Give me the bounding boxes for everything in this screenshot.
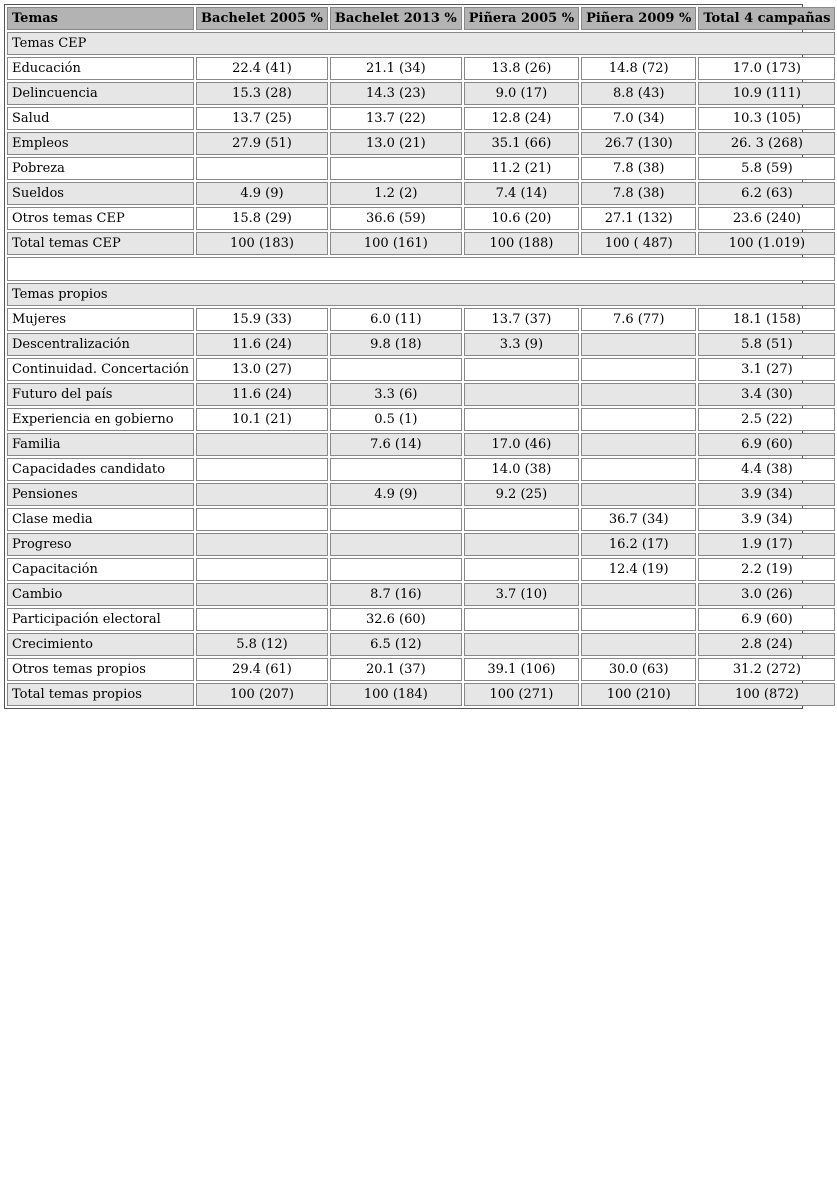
table-cell: 3.4 (30) [698, 383, 835, 406]
row-label: Futuro del país [7, 383, 194, 406]
table-row [7, 608, 835, 631]
row-label: Pobreza [7, 157, 194, 180]
table-cell: 8.7 (16) [330, 583, 462, 606]
section-row-temas-propios [7, 283, 835, 306]
table-cell: 3.3 (9) [464, 333, 579, 356]
table-row [7, 57, 835, 80]
table-cell: 100 (161) [330, 232, 462, 255]
table-cell: 1.9 (17) [698, 533, 835, 556]
table-cell: 22.4 (41) [196, 57, 328, 80]
table-cell: 35.1 (66) [464, 132, 579, 155]
row-label: Capacidades candidato [7, 458, 194, 481]
table-cell: 16.2 (17) [581, 533, 696, 556]
header-cell-temas: Temas [7, 7, 194, 30]
table-row [7, 308, 835, 331]
table-cell: 1.2 (2) [330, 182, 462, 205]
row-label: Otros temas propios [7, 658, 194, 681]
table-cell [196, 483, 328, 506]
table-row [7, 583, 835, 606]
table-cell: 3.1 (27) [698, 358, 835, 381]
table-cell: 12.8 (24) [464, 107, 579, 130]
table-cell: 100 (210) [581, 683, 696, 706]
table-row [7, 107, 835, 130]
table-cell [581, 433, 696, 456]
table-cell: 27.9 (51) [196, 132, 328, 155]
table-cell: 26.7 (130) [581, 132, 696, 155]
header-row [7, 7, 835, 30]
table-cell: 17.0 (46) [464, 433, 579, 456]
row-label: Salud [7, 107, 194, 130]
table-cell: 11.6 (24) [196, 333, 328, 356]
table-cell: 21.1 (34) [330, 57, 462, 80]
table-cell: 100 (872) [698, 683, 835, 706]
table-cell: 3.9 (34) [698, 508, 835, 531]
table-cell: 4.9 (9) [196, 182, 328, 205]
table-cell: 32.6 (60) [330, 608, 462, 631]
table-cell: 8.8 (43) [581, 82, 696, 105]
table-cell: 27.1 (132) [581, 207, 696, 230]
table-cell: 18.1 (158) [698, 308, 835, 331]
table-cell [581, 358, 696, 381]
table-row [7, 683, 835, 706]
row-label: Empleos [7, 132, 194, 155]
table-row [7, 483, 835, 506]
header-cell-bachelet-2005: Bachelet 2005 % [196, 7, 328, 30]
table-cell: 12.4 (19) [581, 558, 696, 581]
table-cell: 100 (1.019) [698, 232, 835, 255]
table-cell [464, 408, 579, 431]
spacer-cell [7, 257, 835, 281]
table-cell: 13.7 (22) [330, 107, 462, 130]
table-cell [330, 558, 462, 581]
section-title: Temas propios [7, 283, 835, 306]
table-cell: 100 (183) [196, 232, 328, 255]
campaign-topics-table [5, 5, 837, 708]
row-label: Otros temas CEP [7, 207, 194, 230]
table-cell [330, 358, 462, 381]
row-label: Capacitación [7, 558, 194, 581]
header-cell-pinera-2005: Piñera 2005 % [464, 7, 579, 30]
row-label: Delincuencia [7, 82, 194, 105]
table-cell [330, 157, 462, 180]
table-cell [581, 383, 696, 406]
table-cell: 23.6 (240) [698, 207, 835, 230]
row-label: Cambio [7, 583, 194, 606]
table-cell: 17.0 (173) [698, 57, 835, 80]
table-cell: 5.8 (59) [698, 157, 835, 180]
table-cell: 5.8 (51) [698, 333, 835, 356]
table-cell: 14.0 (38) [464, 458, 579, 481]
row-label: Progreso [7, 533, 194, 556]
table-cell: 100 (207) [196, 683, 328, 706]
data-table-frame [4, 4, 831, 709]
table-cell [196, 433, 328, 456]
table-cell: 15.8 (29) [196, 207, 328, 230]
table-cell: 10.1 (21) [196, 408, 328, 431]
table-cell: 10.9 (111) [698, 82, 835, 105]
table-cell: 7.8 (38) [581, 157, 696, 180]
table-cell: 7.8 (38) [581, 182, 696, 205]
table-row [7, 558, 835, 581]
table-cell: 11.6 (24) [196, 383, 328, 406]
table-cell: 10.6 (20) [464, 207, 579, 230]
table-row [7, 533, 835, 556]
table-cell [196, 508, 328, 531]
table-cell: 2.8 (24) [698, 633, 835, 656]
section-title: Temas CEP [7, 32, 835, 55]
table-row [7, 408, 835, 431]
table-row [7, 458, 835, 481]
table-cell [196, 533, 328, 556]
table-cell: 100 (188) [464, 232, 579, 255]
table-cell [196, 157, 328, 180]
table-cell: 15.3 (28) [196, 82, 328, 105]
table-cell: 20.1 (37) [330, 658, 462, 681]
table-cell [330, 533, 462, 556]
table-row [7, 232, 835, 255]
table-cell [581, 458, 696, 481]
table-cell: 36.6 (59) [330, 207, 462, 230]
table-cell [581, 408, 696, 431]
table-cell: 6.9 (60) [698, 608, 835, 631]
table-cell: 0.5 (1) [330, 408, 462, 431]
row-label: Educación [7, 57, 194, 80]
table-cell [330, 508, 462, 531]
table-row [7, 182, 835, 205]
table-cell: 11.2 (21) [464, 157, 579, 180]
row-label: Pensiones [7, 483, 194, 506]
table-cell [464, 358, 579, 381]
table-cell: 13.7 (37) [464, 308, 579, 331]
table-cell: 14.3 (23) [330, 82, 462, 105]
table-cell: 26. 3 (268) [698, 132, 835, 155]
table-cell: 30.0 (63) [581, 658, 696, 681]
table-cell [196, 458, 328, 481]
table-cell [581, 633, 696, 656]
table-cell: 4.4 (38) [698, 458, 835, 481]
table-cell [581, 608, 696, 631]
table-row [7, 508, 835, 531]
table-cell [330, 458, 462, 481]
table-row [7, 633, 835, 656]
table-cell: 13.0 (27) [196, 358, 328, 381]
header-cell-pinera-2009: Piñera 2009 % [581, 7, 696, 30]
table-cell: 5.8 (12) [196, 633, 328, 656]
table-cell [464, 508, 579, 531]
table-row [7, 433, 835, 456]
row-label: Mujeres [7, 308, 194, 331]
row-label: Participación electoral [7, 608, 194, 631]
table-row [7, 333, 835, 356]
table-row [7, 207, 835, 230]
table-cell: 7.6 (77) [581, 308, 696, 331]
table-cell: 36.7 (34) [581, 508, 696, 531]
table-cell [464, 383, 579, 406]
row-label: Total temas CEP [7, 232, 194, 255]
table-row [7, 157, 835, 180]
table-cell [196, 583, 328, 606]
table-cell: 9.8 (18) [330, 333, 462, 356]
table-cell: 6.9 (60) [698, 433, 835, 456]
row-label: Continuidad. Concertación [7, 358, 194, 381]
header-cell-bachelet-2013: Bachelet 2013 % [330, 7, 462, 30]
table-cell [464, 633, 579, 656]
table-cell: 2.5 (22) [698, 408, 835, 431]
table-cell: 3.3 (6) [330, 383, 462, 406]
table-cell: 3.7 (10) [464, 583, 579, 606]
table-row [7, 358, 835, 381]
table-cell [196, 608, 328, 631]
table-cell: 100 ( 487) [581, 232, 696, 255]
table-cell: 15.9 (33) [196, 308, 328, 331]
row-label: Experiencia en gobierno [7, 408, 194, 431]
table-cell: 3.9 (34) [698, 483, 835, 506]
table-cell: 6.5 (12) [330, 633, 462, 656]
table-cell: 100 (184) [330, 683, 462, 706]
row-label: Descentralización [7, 333, 194, 356]
table-cell [464, 558, 579, 581]
section-row-temas-cep [7, 32, 835, 55]
table-cell: 7.0 (34) [581, 107, 696, 130]
table-cell: 29.4 (61) [196, 658, 328, 681]
table-cell: 13.8 (26) [464, 57, 579, 80]
table-cell: 7.4 (14) [464, 182, 579, 205]
table-cell: 39.1 (106) [464, 658, 579, 681]
table-row [7, 658, 835, 681]
table-cell: 14.8 (72) [581, 57, 696, 80]
table-row [7, 132, 835, 155]
table-cell [581, 583, 696, 606]
table-cell: 100 (271) [464, 683, 579, 706]
table-cell: 2.2 (19) [698, 558, 835, 581]
table-cell [464, 608, 579, 631]
row-label: Crecimiento [7, 633, 194, 656]
spacer-row [7, 257, 835, 281]
row-label: Total temas propios [7, 683, 194, 706]
table-cell: 6.0 (11) [330, 308, 462, 331]
table-cell [581, 333, 696, 356]
table-cell: 10.3 (105) [698, 107, 835, 130]
row-label: Sueldos [7, 182, 194, 205]
table-cell: 6.2 (63) [698, 182, 835, 205]
table-cell: 3.0 (26) [698, 583, 835, 606]
table-row [7, 383, 835, 406]
row-label: Familia [7, 433, 194, 456]
table-cell: 13.0 (21) [330, 132, 462, 155]
table-cell: 31.2 (272) [698, 658, 835, 681]
table-cell: 9.0 (17) [464, 82, 579, 105]
table-cell [581, 483, 696, 506]
table-cell: 9.2 (25) [464, 483, 579, 506]
header-cell-total: Total 4 campañas [698, 7, 835, 30]
table-cell: 7.6 (14) [330, 433, 462, 456]
table-row [7, 82, 835, 105]
row-label: Clase media [7, 508, 194, 531]
table-cell: 4.9 (9) [330, 483, 462, 506]
table-cell [464, 533, 579, 556]
table-cell [196, 558, 328, 581]
table-cell: 13.7 (25) [196, 107, 328, 130]
